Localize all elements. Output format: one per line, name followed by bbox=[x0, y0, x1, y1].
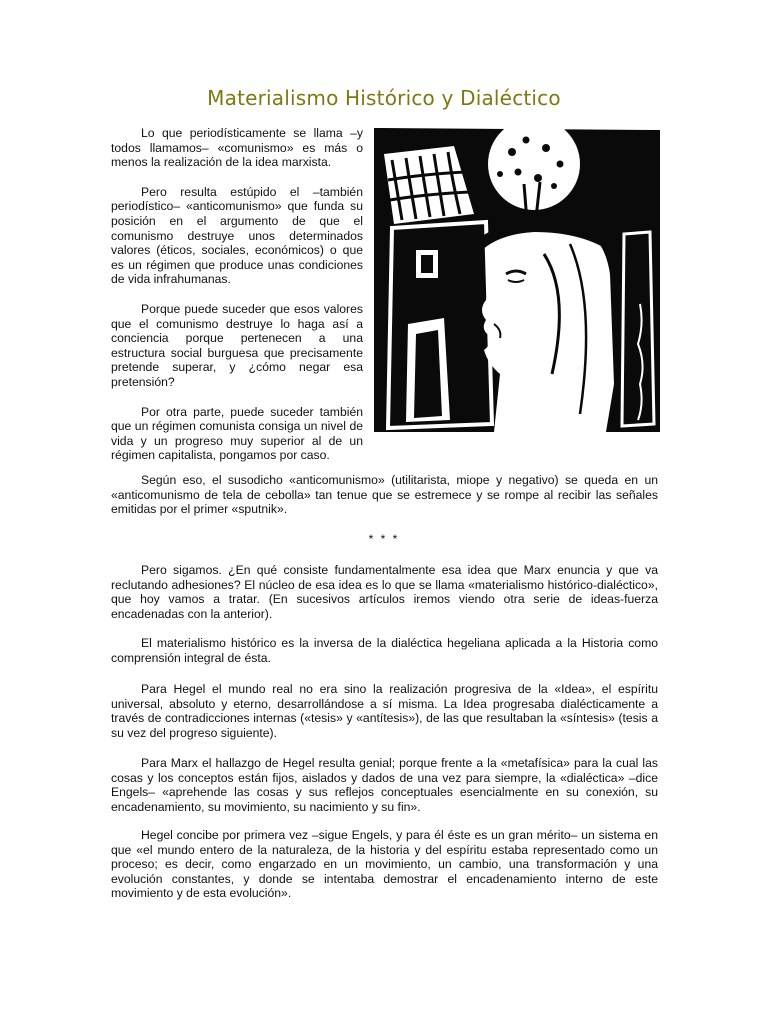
page-title: Materialismo Histórico y Dialéctico bbox=[207, 86, 561, 110]
illustration-image bbox=[374, 124, 660, 432]
paragraph: El materialismo histórico es la inversa de la dialéctica hegeliana aplicada a la Historia como comprensión integral de ésta. bbox=[111, 636, 658, 665]
paragraph: Por otra parte, puede suceder también que un régimen comunista consiga un nivel de vida y un progreso muy superior al de un régimen capitalista, pongamos por caso. bbox=[111, 404, 363, 463]
face-profile-drawing bbox=[482, 217, 614, 432]
left-column bbox=[111, 126, 363, 478]
paragraph: Para Marx el hallazgo de Hegel resulta genial; porque frente a la «metafísica» para la cual las cosas y los conceptos están fijos, aislados y dados de una vez para siempre, la «dialéctica» –dice Engels– «aprehende las cosas y sus reflejos conceptuales esencialmente en su conexión, su encadenamiento, su movimiento, su nacimiento y su fin». bbox=[111, 756, 658, 814]
paragraph: Porque puede suceder que esos valores que el comunismo destruye lo haga así a conciencia porque pertenecen a una estructura social burguesa que precisamente pretende superar, y ¿cómo negar esa pretensión? bbox=[111, 301, 363, 389]
paragraph: Para Hegel el mundo real no era sino la realización progresiva de la «Idea», el espíritu universal, absoluto y eterno, desarrollándose a sí misma. La Idea progresaba dialécticamente a través de contradicciones internas («tesis» y «antítesis»), de las que resultaban la «síntesis» (tesis a su vez del progreso siguiente). bbox=[111, 682, 658, 740]
paragraph: Pero resulta estúpido el –también periodístico– «anticomunismo» que funda su posición en el argumento de que el comunismo destruye unos determinados valores (éticos, sociales, económicos) o que es un régimen que produce unas condiciones de vida infrahumanas. bbox=[111, 184, 363, 287]
paragraph: Lo que periodísticamente se llama –y todos llamamos– «comunismo» es más o menos la realización de la idea marxista. bbox=[111, 126, 363, 170]
paragraph: Según eso, el susodicho «anticomunismo» (utilitarista, miope y negativo) se queda en un «anticomunismo de tela de cebolla» tan tenue que se estremece y se rompe al recibir las señales emitidas por el primer «sputnik». bbox=[111, 473, 658, 517]
paragraph: Pero sigamos. ¿En qué consiste fundamentalmente esa idea que Marx enuncia y que va reclutando adhesiones? El núcleo de esa idea es lo que se llama «materialismo histórico-dialéctico», que hoy vamos a tratar. (En sucesivos artículos iremos viendo otra serie de ideas-fuerza encadenadas con la anterior). bbox=[111, 563, 658, 621]
paragraph: Hegel concibe por primera vez –sigue Engels, y para él éste es un gran mérito– un sistema en que «el mundo entero de la naturaleza, de la historia y del espíritu estaba representado como un proceso; es decir, como engarzado en un movimiento, un cambio, una transformación y una evolución constantes, y donde se intentaba demostrar el encadenamiento interno de este movimiento y de esta evolución». bbox=[111, 828, 658, 901]
section-separator: * * * bbox=[368, 532, 400, 546]
